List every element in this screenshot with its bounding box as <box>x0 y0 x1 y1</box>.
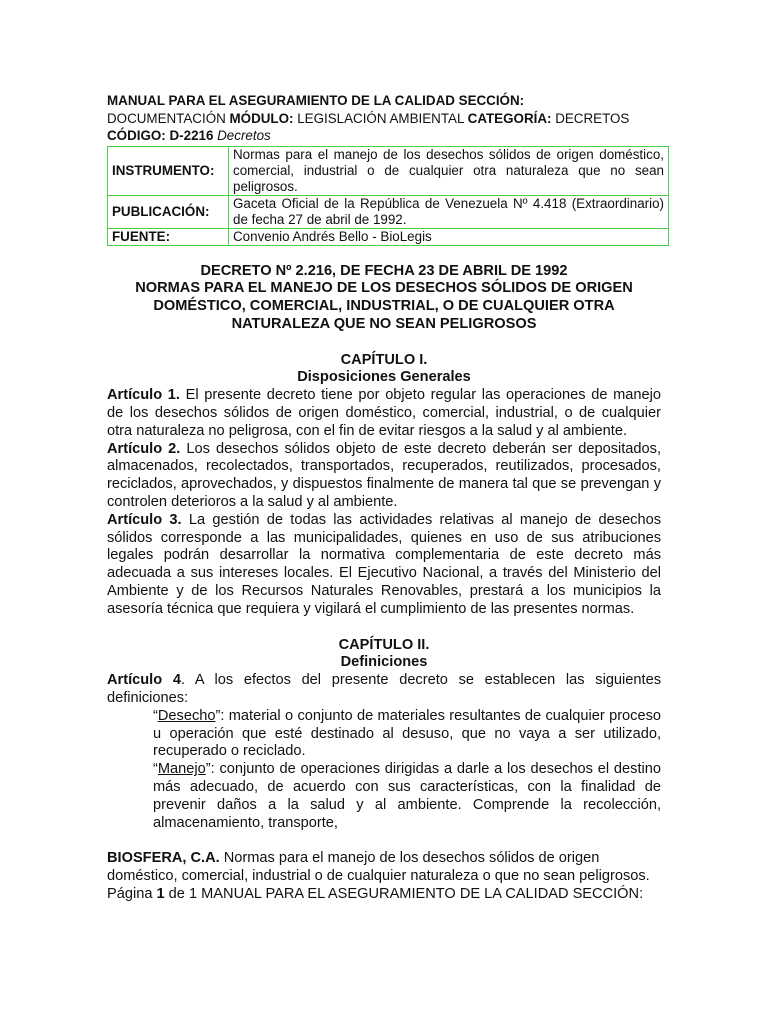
chapter-1-subtitle: Disposiciones Generales <box>297 369 471 386</box>
header-codigo-value: Decretos <box>217 128 271 143</box>
article-label: Artículo 4 <box>107 672 181 689</box>
page-number: 1 <box>156 886 165 902</box>
article-text: . A los efectos del presente decreto se establecen las siguientes definiciones: <box>107 672 661 707</box>
header-line-1: MANUAL PARA EL ASEGURAMIENTO DE LA CALIDAD SECCIÓN: <box>107 93 525 108</box>
definition-manejo: “Manejo”: conjunto de operaciones dirigidas a darle a los desechos el destino más adecuado, de acuerdo con sus características, con la finalidad de prevenir daños a la salud y al ambiente. Comprende la recolección, almacenamiento, transporte, <box>153 761 661 831</box>
article-1 <box>107 387 661 440</box>
fuente-value: Convenio Andrés Bello - BioLegis <box>229 228 669 245</box>
metadata-table <box>107 146 669 246</box>
article-text: La gestión de todas las actividades relativas al manejo de desechos sólidos corresponde a las municipalidades, quienes en uso de sus atribuciones legales podrán desarrollar la normativa complementaria de este decreto más adecuada a sus intereses locales. El Ejecutivo Nacional, a través del Ministerio del Ambiente y de los Recursos Naturales Renovables, prestará a los municipios la asesoría técnica que requiera y vigilará el cumplimiento de las presentes normas. <box>107 511 662 617</box>
header-categoria-label: CATEGORÍA: <box>467 110 552 126</box>
chapter-2-title: CAPÍTULO II. <box>338 636 430 653</box>
chapter-2-subtitle: Definiciones <box>340 654 428 671</box>
header-categoria-value: DECRETOS <box>555 110 630 126</box>
table-row <box>108 146 669 195</box>
decree-title-line-3: DOMÉSTICO, COMERCIAL, INDUSTRIAL, O DE CUALQUIER OTRA <box>153 298 615 315</box>
article-text: El presente decreto tiene por objeto regular las operaciones de manejo de los desechos sólidos de origen doméstico, comercial, industrial, o de cualquier otra naturaleza no peligrosa, con el fin de evitar riesgos a la salud y al ambiente. <box>107 387 661 439</box>
article-text: Los desechos sólidos objeto de este decreto deberán ser depositados, almacenados, recolectados, transportados, recuperados, reutilizados, procesados, reciclados, aprovechados, y dispuestos finalmente de manera tal que se prevengan y controlen deterioros a la salud y al ambiente. <box>107 440 661 511</box>
chapter-1-title: CAPÍTULO I. <box>340 351 428 368</box>
instrumento-label: INSTRUMENTO: <box>108 146 229 195</box>
header-codigo-label: CÓDIGO: D-2216 <box>107 128 214 143</box>
footer-company-text: Normas para el manejo de los desechos sólidos de origen doméstico, comercial, industrial o de cualquier naturaleza o que no sean peligrosos. <box>107 850 650 885</box>
article-4 <box>107 672 661 708</box>
decree-title-line-4: NATURALEZA QUE NO SEAN PELIGROSOS <box>231 315 537 332</box>
header-modulo-value: LEGISLACIÓN AMBIENTAL <box>297 110 464 126</box>
definition-text: : conjunto de operaciones dirigidas a darle a los desechos el destino más adecuado, de acuerdo con sus características, con la finalidad de prevenir daños a la salud y al ambiente. Comprende la recolección, almacenamiento, transporte, <box>153 761 661 831</box>
publicacion-value: Gaceta Oficial de la República de Venezuela Nº 4.418 (Extraordinario) de fecha 27 de abril de 1992. <box>229 195 669 228</box>
definition-text: : material o conjunto de materiales resultantes de cualquier proceso u operación que esté destinado al desuso, que no vaya a ser utilizado, recuperado o reciclado. <box>153 707 661 760</box>
chapter-2-body <box>107 672 661 832</box>
decree-title <box>107 263 661 334</box>
definition-term: Desecho <box>157 707 216 724</box>
definition-desecho: “Desecho”: material o conjunto de materiales resultantes de cualquier proceso u operación que esté destinado al desuso, que no vaya a ser utilizado, recuperado o reciclado. <box>153 707 661 760</box>
document-footer <box>107 850 661 903</box>
table-row <box>108 195 669 228</box>
article-label: Artículo 1. <box>107 387 180 404</box>
header-modulo-label: MÓDULO: <box>229 110 294 126</box>
header-line-2 <box>107 110 661 128</box>
document-page <box>107 92 664 904</box>
document-header <box>107 92 661 145</box>
chapter-1-body <box>107 387 661 618</box>
footer-page-line: Página 1 de 1 MANUAL PARA EL ASEGURAMIENTO DE LA CALIDAD SECCIÓN: <box>107 886 644 902</box>
article-label: Artículo 3. <box>107 511 182 528</box>
article-3 <box>107 512 661 619</box>
footer-company-line <box>107 850 661 886</box>
table-row <box>108 228 669 245</box>
header-line-3 <box>107 127 661 145</box>
definition-term: Manejo <box>157 761 206 778</box>
article-2 <box>107 441 661 512</box>
instrumento-value: Normas para el manejo de los desechos sólidos de origen doméstico, comercial, industrial o de cualquier otra naturaleza que no sean peligrosos. <box>229 146 669 195</box>
fuente-label: FUENTE: <box>108 228 229 245</box>
article-label: Artículo 2. <box>107 440 181 457</box>
decree-title-line-2: NORMAS PARA EL MANEJO DE LOS DESECHOS SÓLIDOS DE ORIGEN <box>135 280 633 297</box>
footer-company: BIOSFERA, C.A. <box>107 850 220 867</box>
chapter-1-heading <box>107 352 661 388</box>
chapter-2-heading <box>107 637 661 673</box>
decree-title-line-1: DECRETO Nº 2.216, DE FECHA 23 DE ABRIL DE 1992 <box>200 262 568 279</box>
publicacion-label: PUBLICACIÓN: <box>108 195 229 228</box>
header-section-value: DOCUMENTACIÓN <box>107 110 226 126</box>
